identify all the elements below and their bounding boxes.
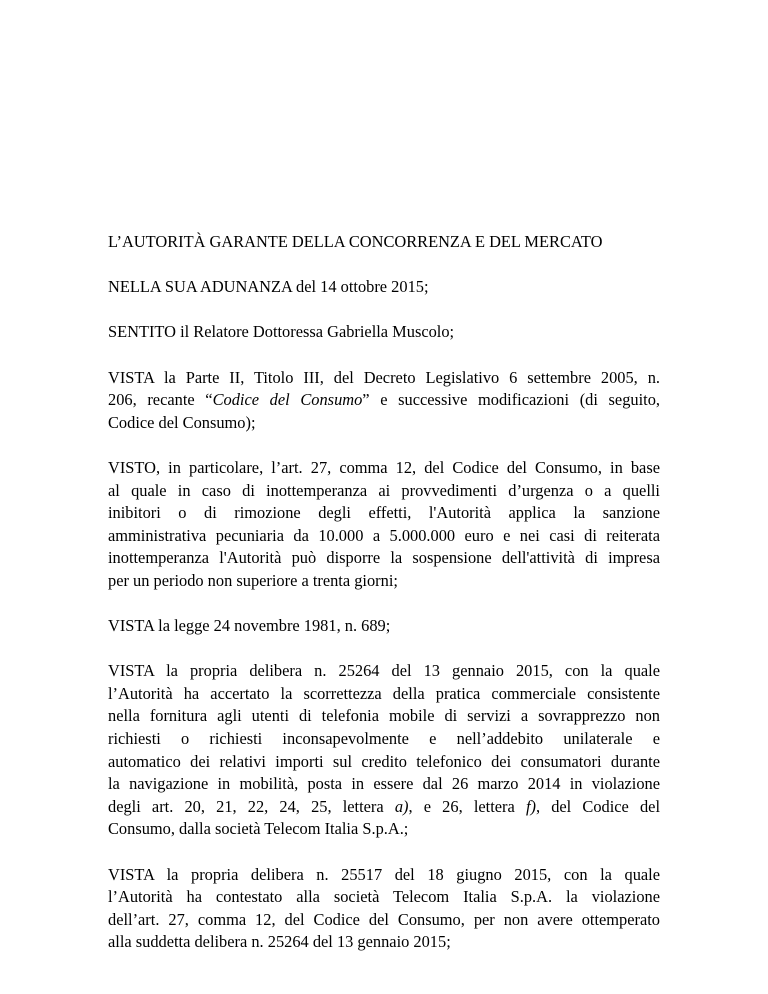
paragraph-visto-art27: VISTO, in particolare, l’art. 27, comma 12, del Codice del Consumo, in base al quale in caso di inottemperanza ai provvedimenti d’urgenza o a quelli inibitori o di rimozione degli effetti, l'Autorità applica la sanzione amministrativa pecuniaria da 10.000 a 5.000.000 euro e nei casi di reiterata inottemperanza l'Autorità può disporre la sospensione dell'attività di impresa per un periodo non superiore a trenta giorni;	[108, 457, 660, 590]
paragraph-line: 206, recante “Codice del Consumo” e successive modificazioni (di seguito,	[108, 390, 660, 410]
paragraph-adunanza: NELLA SUA ADUNANZA del 14 ottobre 2015;	[108, 277, 429, 297]
document-heading: L’AUTORITÀ GARANTE DELLA CONCORRENZA E DEL MERCATO	[108, 232, 603, 251]
paragraph-vista-delibera-25264: VISTA la propria delibera n. 25264 del 13 gennaio 2015, con la quale l’Autorità ha accertato la scorrettezza della pratica commerciale consistente nella fornitura agli utenti di telefonia mobile di servizi a sovrapprezzo non richiesti o richiesti inconsapevolmente e nell’addebito unilaterale e automatico dei relativi importi sul credito telefonico dei consumatori durante la navigazione in mobilità, posta in essere dal 26 marzo 2014 in violazione degli art. 20, 21, 22, 24, 25, lettera a), e 26, lettera f), del Codice del Consumo, dalla società Telecom Italia S.p.A.;	[108, 661, 661, 839]
italic-title: Codice del Consumo	[212, 390, 363, 410]
paragraph-vista-legge: VISTA la legge 24 novembre 1981, n. 689;	[108, 616, 391, 636]
paragraph-vista-delibera-25517: VISTA la propria delibera n. 25517 del 18 giugno 2015, con la quale l’Autorità ha contestato alla società Telecom Italia S.p.A. la violazione dell’art. 27, comma 12, del Codice del Consumo, per non avere ottemperato alla suddetta delibera n. 25264 del 13 gennaio 2015;	[108, 864, 660, 952]
italic-letter: a)	[394, 796, 409, 816]
italic-letter: f)	[525, 796, 536, 816]
paragraph-vista-decreto: VISTA la Parte II, Titolo III, del Decreto Legislativo 6 settembre 2005, n. 206, recante “Codice del Consumo” e successive modificazioni (di seguito, Codice del Consumo);	[108, 367, 660, 432]
document-body	[108, 231, 660, 977]
paragraph-line: degli art. 20, 21, 22, 24, 25, lettera a), e 26, lettera f), del Codice del	[108, 796, 661, 816]
paragraph-sentito: SENTITO il Relatore Dottoressa Gabriella Muscolo;	[108, 322, 455, 342]
